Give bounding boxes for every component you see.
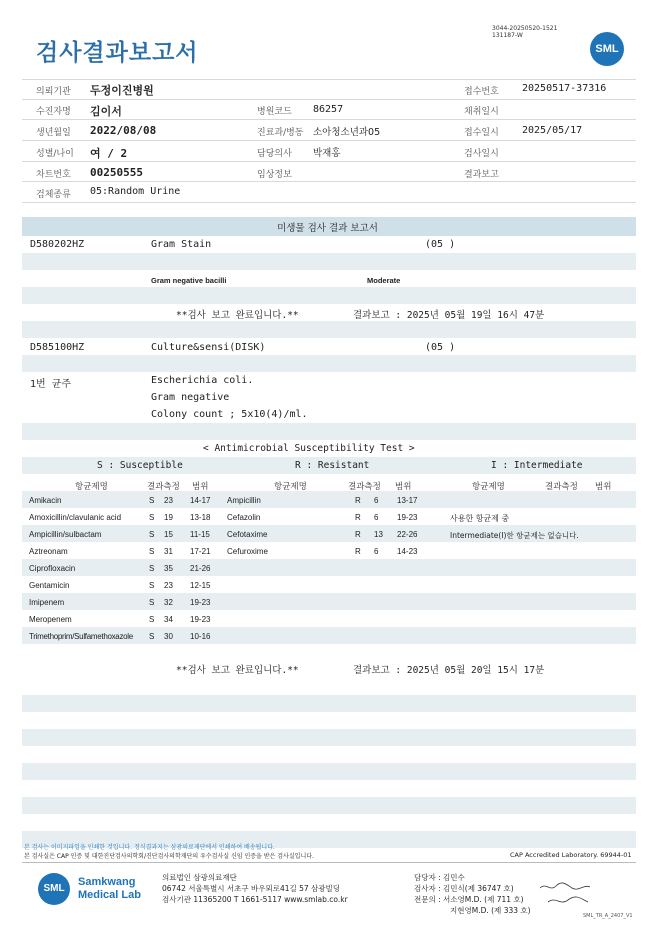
s-value: 23 — [164, 496, 173, 505]
receipt-time-value: 2025/05/17 — [522, 125, 583, 136]
page-title: 검사결과보고서 — [36, 40, 199, 66]
test1-code: D580202HZ — [30, 239, 85, 250]
footer-note-cap: 본 검사실은 CAP 인증 및 대한진단검사의학회/진단검사의학재단의 우수검사실 신임 인증을 받은 검사실입니다. — [24, 853, 314, 860]
report-complete-2: **검사 보고 완료입니다.** — [176, 665, 299, 676]
row-band — [22, 355, 636, 372]
col-drug-i: 항균제명 — [472, 482, 505, 492]
s-range: 17-21 — [190, 547, 211, 556]
divider — [22, 202, 636, 203]
s-range: 11-15 — [190, 530, 210, 539]
col-drug-s: 항균제명 — [75, 482, 108, 492]
col-result-s: 결과측정 — [147, 482, 180, 492]
label-birthdate: 생년월일 — [36, 128, 71, 138]
address-line3: 검사기관 11365200 T 1661-5117 www.smlab.co.kr — [162, 895, 348, 904]
label-receipt-time: 접수일시 — [464, 128, 499, 138]
label-collection-time: 채취일시 — [464, 107, 499, 117]
s-value: 30 — [164, 632, 173, 641]
col-range-s: 범위 — [192, 482, 209, 492]
row-band — [22, 287, 636, 304]
s-range: 14-17 — [190, 496, 211, 505]
lab-name — [78, 876, 141, 902]
handwritten-signature — [538, 880, 598, 910]
gram-result: Gram negative bacilli — [151, 276, 227, 285]
s-value: 31 — [164, 547, 173, 556]
r-range: 13-17 — [397, 496, 418, 505]
specimen-value: 05:Random Urine — [90, 186, 181, 197]
label-specimen: 검체종류 — [36, 190, 71, 200]
s-result: S — [149, 547, 155, 556]
strain-organism: Escherichia coli. — [151, 375, 254, 386]
label-institution: 의뢰기관 — [36, 87, 71, 97]
strain-gram: Gram negative — [151, 392, 230, 403]
cap-accreditation: CAP Accredited Laboratory. 69944-01 — [510, 851, 632, 859]
r-result: R — [355, 496, 361, 505]
strain-label: 1번 균주 — [30, 379, 72, 390]
s-result: S — [149, 615, 155, 624]
r-result: R — [355, 530, 361, 539]
sig-tester: 검사자 : 김민식(제 36747 호) — [414, 884, 514, 893]
report-code — [492, 25, 557, 39]
row-band — [22, 593, 636, 610]
test1-number: (05 ) — [425, 239, 456, 250]
s-drug: Aztreonam — [29, 547, 68, 556]
r-result: R — [355, 513, 361, 522]
s-value: 35 — [164, 564, 173, 573]
r-result: R — [355, 547, 361, 556]
s-range: 19-23 — [190, 615, 211, 624]
sig-manager: 담당자 : 김민수 — [414, 873, 465, 882]
footer-note-print: 본 검사는 이미지파일을 인쇄한 것입니다. 정식결과지는 삼광의료재단에서 인쇄하여 배송됩니다. — [24, 844, 275, 851]
divider — [22, 161, 636, 162]
doctor-value: 박재홍 — [313, 148, 341, 159]
s-range: 10-16 — [190, 632, 211, 641]
row-band — [22, 423, 636, 440]
sig-specialist-1: 전문의 : 서소영M.D. (제 711 호) — [414, 895, 524, 904]
row-band — [22, 695, 636, 712]
form-code: SML_TR_A_2407_V1 — [583, 913, 633, 919]
row-band — [22, 253, 636, 270]
test2-number: (05 ) — [425, 342, 456, 353]
r-drug: Cefuroxime — [227, 547, 268, 556]
label-result-report: 결과보고 — [464, 170, 499, 180]
r-range: 22-26 — [397, 530, 418, 539]
legend-susceptible: S : Susceptible — [97, 460, 183, 471]
institution-value: 두정이진병원 — [90, 84, 154, 97]
s-result: S — [149, 513, 155, 522]
col-range-r: 범위 — [395, 482, 412, 492]
label-patient-name: 수진자명 — [36, 107, 71, 117]
sml-logo: SML — [590, 32, 624, 66]
address-line2: 06742 서울특별시 서초구 바우뫼로41길 57 삼광빌딩 — [162, 884, 341, 893]
lab-name-line1: Samkwang — [78, 876, 136, 888]
report-code-line1: 3044-20250520-1521 — [492, 25, 558, 32]
col-result-i: 결과측정 — [545, 482, 578, 492]
s-result: S — [149, 632, 155, 641]
r-drug: Ampicillin — [227, 496, 261, 505]
test2-code: D585100HZ — [30, 342, 85, 353]
s-range: 12-15 — [190, 581, 211, 590]
row-band — [22, 491, 636, 508]
sig-specialist-2: 지현영M.D. (제 333 호) — [450, 906, 531, 915]
r-value: 6 — [374, 513, 379, 522]
row-band — [22, 797, 636, 814]
s-result: S — [149, 581, 155, 590]
row-band — [22, 763, 636, 780]
s-drug: Amoxicillin/clavulanic acid — [29, 513, 122, 522]
s-result: S — [149, 564, 155, 573]
divider — [22, 140, 636, 141]
lab-name-line2: Medical Lab — [78, 889, 141, 901]
r-drug: Cefotaxime — [227, 530, 268, 539]
label-doctor: 담당의사 — [257, 149, 292, 159]
label-hospital-code: 병원코드 — [257, 107, 292, 117]
report-time-1: 결과보고 : 2025년 05월 19일 16시 47분 — [353, 310, 545, 321]
label-chart-no: 차트번호 — [36, 170, 71, 180]
strain-colony: Colony count ; 5x10(4)/ml. — [151, 409, 308, 420]
s-result: S — [149, 598, 155, 607]
s-drug: Meropenem — [29, 615, 72, 624]
col-drug-r: 항균제명 — [274, 482, 307, 492]
s-drug: Trimethoprim/Sulfamethoxazole — [29, 632, 133, 641]
report-time-2: 결과보고 : 2025년 05월 20일 15시 17분 — [353, 665, 545, 676]
lab-address — [162, 872, 348, 905]
s-range: 21-26 — [190, 564, 211, 573]
report-code-line2: 131187-W — [492, 32, 523, 39]
sex-age-value: 여 / 2 — [90, 147, 128, 160]
s-drug: Imipenem — [29, 598, 65, 607]
intermediate-note-1: 사용한 항균제 중 — [450, 514, 510, 523]
report-complete-1: **검사 보고 완료입니다.** — [176, 310, 299, 321]
s-value: 34 — [164, 615, 173, 624]
footer-divider — [22, 862, 636, 863]
s-value: 23 — [164, 581, 173, 590]
legend-resistant: R : Resistant — [295, 460, 370, 471]
ast-title: < Antimicrobial Susceptibility Test > — [203, 443, 415, 454]
s-value: 32 — [164, 598, 173, 607]
department-value: 소아청소년과05 — [313, 127, 381, 138]
patient-name-value: 김이서 — [90, 105, 122, 118]
divider — [22, 119, 636, 120]
col-result-r: 결과측정 — [348, 482, 381, 492]
hospital-code-value: 86257 — [313, 104, 344, 115]
signatures — [414, 872, 531, 916]
s-drug: Ampicillin/sulbactam — [29, 530, 102, 539]
label-clinical-info: 임상정보 — [257, 170, 292, 180]
label-test-time: 검사일시 — [464, 149, 499, 159]
intermediate-note-2: Intermediate(I)한 항균제는 없습니다. — [450, 531, 579, 540]
label-sex-age: 성별/나이 — [36, 149, 74, 159]
label-department: 진료과/병동 — [257, 128, 304, 138]
s-value: 19 — [164, 513, 173, 522]
section-title: 미생물 검사 결과 보고서 — [277, 223, 378, 234]
row-band — [22, 559, 636, 576]
divider — [22, 181, 636, 182]
s-range: 13-18 — [190, 513, 211, 522]
col-range-i: 범위 — [595, 482, 612, 492]
s-value: 15 — [164, 530, 173, 539]
test2-name: Culture&sensi(DISK) — [151, 342, 266, 353]
r-range: 19-23 — [397, 513, 418, 522]
r-drug: Cefazolin — [227, 513, 261, 522]
receipt-no-value: 20250517-37316 — [522, 83, 607, 94]
r-value: 6 — [374, 496, 379, 505]
label-receipt-no: 접수번호 — [464, 87, 499, 97]
footer-logo: SML — [38, 873, 70, 905]
legend-intermediate: I : Intermediate — [491, 460, 583, 471]
s-drug: Ciprofloxacin — [29, 564, 76, 573]
test1-name: Gram Stain — [151, 239, 212, 250]
row-band — [22, 321, 636, 338]
divider — [22, 99, 636, 100]
gram-amount: Moderate — [367, 276, 401, 285]
r-value: 13 — [374, 530, 383, 539]
divider — [22, 79, 636, 80]
r-value: 6 — [374, 547, 379, 556]
birthdate-value: 2022/08/08 — [90, 124, 157, 137]
s-drug: Gentamicin — [29, 581, 70, 590]
s-drug: Amikacin — [29, 496, 62, 505]
address-line1: 의료법인 삼광의료재단 — [162, 873, 237, 882]
chart-no-value: 00250555 — [90, 166, 143, 179]
s-range: 19-23 — [190, 598, 211, 607]
row-band — [22, 729, 636, 746]
s-result: S — [149, 496, 155, 505]
s-result: S — [149, 530, 155, 539]
r-range: 14-23 — [397, 547, 418, 556]
